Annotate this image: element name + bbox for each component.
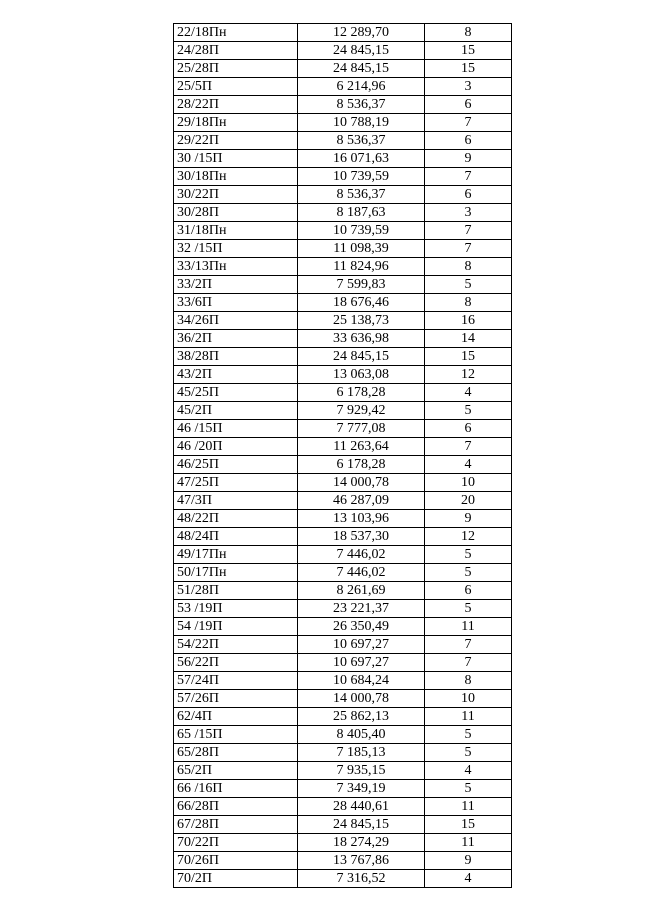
cell-code: 43/2П: [174, 366, 298, 384]
table-row: [174, 204, 512, 222]
cell-count: 7: [425, 222, 512, 240]
cell-count: 16: [425, 312, 512, 330]
cell-count: 12: [425, 528, 512, 546]
cell-code: 70/22П: [174, 834, 298, 852]
cell-code: 46 /20П: [174, 438, 298, 456]
cell-count: 10: [425, 690, 512, 708]
data-table: [173, 23, 512, 888]
cell-code: 65/28П: [174, 744, 298, 762]
table-row: [174, 420, 512, 438]
cell-amount: 14 000,78: [298, 690, 425, 708]
cell-count: 14: [425, 330, 512, 348]
cell-amount: 10 739,59: [298, 168, 425, 186]
cell-code: 48/22П: [174, 510, 298, 528]
cell-code: 25/28П: [174, 60, 298, 78]
cell-code: 32 /15П: [174, 240, 298, 258]
cell-code: 45/2П: [174, 402, 298, 420]
cell-code: 51/28П: [174, 582, 298, 600]
cell-count: 8: [425, 294, 512, 312]
table-row: [174, 546, 512, 564]
table-row: [174, 690, 512, 708]
cell-code: 30 /15П: [174, 150, 298, 168]
table-row: [174, 492, 512, 510]
cell-code: 62/4П: [174, 708, 298, 726]
cell-code: 70/26П: [174, 852, 298, 870]
cell-code: 66/28П: [174, 798, 298, 816]
cell-code: 30/22П: [174, 186, 298, 204]
table-row: [174, 312, 512, 330]
cell-count: 5: [425, 402, 512, 420]
table-row: [174, 330, 512, 348]
cell-amount: 10 739,59: [298, 222, 425, 240]
cell-amount: 24 845,15: [298, 60, 425, 78]
cell-amount: 28 440,61: [298, 798, 425, 816]
cell-code: 33/13Пн: [174, 258, 298, 276]
cell-amount: 10 697,27: [298, 636, 425, 654]
cell-code: 57/26П: [174, 690, 298, 708]
cell-code: 46 /15П: [174, 420, 298, 438]
cell-count: 5: [425, 546, 512, 564]
cell-amount: 11 824,96: [298, 258, 425, 276]
table-row: [174, 42, 512, 60]
cell-code: 66 /16П: [174, 780, 298, 798]
cell-count: 20: [425, 492, 512, 510]
table-row: [174, 78, 512, 96]
cell-amount: 7 929,42: [298, 402, 425, 420]
cell-code: 33/6П: [174, 294, 298, 312]
cell-count: 8: [425, 672, 512, 690]
table-row: [174, 384, 512, 402]
table-row: [174, 528, 512, 546]
cell-count: 11: [425, 708, 512, 726]
cell-count: 7: [425, 114, 512, 132]
cell-count: 5: [425, 276, 512, 294]
cell-amount: 24 845,15: [298, 42, 425, 60]
cell-count: 9: [425, 150, 512, 168]
cell-count: 15: [425, 42, 512, 60]
cell-count: 5: [425, 600, 512, 618]
table-row: [174, 618, 512, 636]
cell-amount: 18 274,29: [298, 834, 425, 852]
cell-code: 30/18Пн: [174, 168, 298, 186]
cell-amount: 13 063,08: [298, 366, 425, 384]
cell-count: 7: [425, 240, 512, 258]
cell-count: 3: [425, 204, 512, 222]
cell-amount: 8 536,37: [298, 186, 425, 204]
cell-count: 11: [425, 834, 512, 852]
cell-count: 7: [425, 438, 512, 456]
table-row: [174, 258, 512, 276]
table-row: [174, 726, 512, 744]
table-row: [174, 366, 512, 384]
cell-count: 15: [425, 816, 512, 834]
cell-amount: 7 349,19: [298, 780, 425, 798]
cell-amount: 11 098,39: [298, 240, 425, 258]
cell-amount: 24 845,15: [298, 348, 425, 366]
cell-amount: 10 684,24: [298, 672, 425, 690]
cell-amount: 33 636,98: [298, 330, 425, 348]
cell-amount: 6 178,28: [298, 384, 425, 402]
cell-count: 8: [425, 24, 512, 42]
cell-count: 11: [425, 798, 512, 816]
cell-count: 4: [425, 456, 512, 474]
cell-code: 53 /19П: [174, 600, 298, 618]
cell-code: 45/25П: [174, 384, 298, 402]
cell-code: 57/24П: [174, 672, 298, 690]
cell-amount: 10 788,19: [298, 114, 425, 132]
cell-count: 10: [425, 474, 512, 492]
cell-code: 33/2П: [174, 276, 298, 294]
table-row: [174, 402, 512, 420]
table-row: [174, 654, 512, 672]
cell-amount: 8 536,37: [298, 132, 425, 150]
cell-amount: 16 071,63: [298, 150, 425, 168]
cell-amount: 26 350,49: [298, 618, 425, 636]
cell-count: 6: [425, 186, 512, 204]
table-row: [174, 474, 512, 492]
cell-code: 47/25П: [174, 474, 298, 492]
table-row: [174, 636, 512, 654]
cell-code: 65 /15П: [174, 726, 298, 744]
cell-code: 67/28П: [174, 816, 298, 834]
table-row: [174, 456, 512, 474]
cell-amount: 7 777,08: [298, 420, 425, 438]
table-row: [174, 744, 512, 762]
cell-count: 6: [425, 420, 512, 438]
table-row: [174, 762, 512, 780]
cell-amount: 8 405,40: [298, 726, 425, 744]
cell-count: 8: [425, 258, 512, 276]
cell-code: 48/24П: [174, 528, 298, 546]
cell-amount: 11 263,64: [298, 438, 425, 456]
cell-amount: 7 599,83: [298, 276, 425, 294]
cell-amount: 18 676,46: [298, 294, 425, 312]
cell-count: 5: [425, 564, 512, 582]
cell-code: 65/2П: [174, 762, 298, 780]
table-row: [174, 816, 512, 834]
cell-code: 46/25П: [174, 456, 298, 474]
cell-amount: 7 935,15: [298, 762, 425, 780]
table-row: [174, 600, 512, 618]
table-row: [174, 240, 512, 258]
cell-count: 4: [425, 384, 512, 402]
cell-count: 6: [425, 582, 512, 600]
table-row: [174, 96, 512, 114]
cell-code: 29/18Пн: [174, 114, 298, 132]
cell-amount: 46 287,09: [298, 492, 425, 510]
table-row: [174, 834, 512, 852]
cell-amount: 6 214,96: [298, 78, 425, 96]
cell-amount: 14 000,78: [298, 474, 425, 492]
cell-amount: 7 316,52: [298, 870, 425, 888]
cell-count: 6: [425, 96, 512, 114]
table-row: [174, 60, 512, 78]
cell-amount: 13 767,86: [298, 852, 425, 870]
cell-code: 50/17Пн: [174, 564, 298, 582]
cell-count: 7: [425, 168, 512, 186]
table-row: [174, 510, 512, 528]
table-body: [174, 24, 512, 888]
table-row: [174, 132, 512, 150]
cell-count: 7: [425, 636, 512, 654]
cell-code: 25/5П: [174, 78, 298, 96]
cell-count: 9: [425, 510, 512, 528]
cell-amount: 25 862,13: [298, 708, 425, 726]
cell-code: 49/17Пн: [174, 546, 298, 564]
cell-code: 56/22П: [174, 654, 298, 672]
table-row: [174, 276, 512, 294]
table-row: [174, 582, 512, 600]
cell-code: 29/22П: [174, 132, 298, 150]
cell-amount: 8 536,37: [298, 96, 425, 114]
cell-code: 28/22П: [174, 96, 298, 114]
cell-count: 5: [425, 780, 512, 798]
cell-amount: 7 446,02: [298, 564, 425, 582]
cell-code: 31/18Пн: [174, 222, 298, 240]
cell-code: 47/3П: [174, 492, 298, 510]
cell-amount: 8 261,69: [298, 582, 425, 600]
cell-code: 54 /19П: [174, 618, 298, 636]
cell-amount: 7 185,13: [298, 744, 425, 762]
cell-count: 12: [425, 366, 512, 384]
cell-amount: 6 178,28: [298, 456, 425, 474]
cell-count: 6: [425, 132, 512, 150]
table-row: [174, 294, 512, 312]
cell-amount: 18 537,30: [298, 528, 425, 546]
cell-code: 24/28П: [174, 42, 298, 60]
cell-amount: 23 221,37: [298, 600, 425, 618]
table-row: [174, 438, 512, 456]
table-row: [174, 708, 512, 726]
cell-amount: 12 289,70: [298, 24, 425, 42]
cell-count: 7: [425, 654, 512, 672]
cell-count: 9: [425, 852, 512, 870]
cell-amount: 24 845,15: [298, 816, 425, 834]
table-row: [174, 852, 512, 870]
cell-count: 5: [425, 726, 512, 744]
cell-amount: 7 446,02: [298, 546, 425, 564]
cell-amount: 13 103,96: [298, 510, 425, 528]
table-row: [174, 348, 512, 366]
cell-amount: 10 697,27: [298, 654, 425, 672]
cell-count: 15: [425, 348, 512, 366]
table-row: [174, 222, 512, 240]
table-row: [174, 870, 512, 888]
cell-code: 22/18Пн: [174, 24, 298, 42]
table-row: [174, 564, 512, 582]
cell-amount: 25 138,73: [298, 312, 425, 330]
table-row: [174, 186, 512, 204]
cell-code: 34/26П: [174, 312, 298, 330]
cell-amount: 8 187,63: [298, 204, 425, 222]
cell-code: 54/22П: [174, 636, 298, 654]
cell-code: 30/28П: [174, 204, 298, 222]
table-row: [174, 114, 512, 132]
table-row: [174, 672, 512, 690]
cell-count: 3: [425, 78, 512, 96]
cell-code: 38/28П: [174, 348, 298, 366]
table-row: [174, 168, 512, 186]
cell-count: 5: [425, 744, 512, 762]
table-row: [174, 24, 512, 42]
cell-code: 36/2П: [174, 330, 298, 348]
cell-count: 4: [425, 762, 512, 780]
cell-count: 15: [425, 60, 512, 78]
cell-count: 4: [425, 870, 512, 888]
table-row: [174, 150, 512, 168]
table-row: [174, 798, 512, 816]
cell-count: 11: [425, 618, 512, 636]
cell-code: 70/2П: [174, 870, 298, 888]
table-row: [174, 780, 512, 798]
